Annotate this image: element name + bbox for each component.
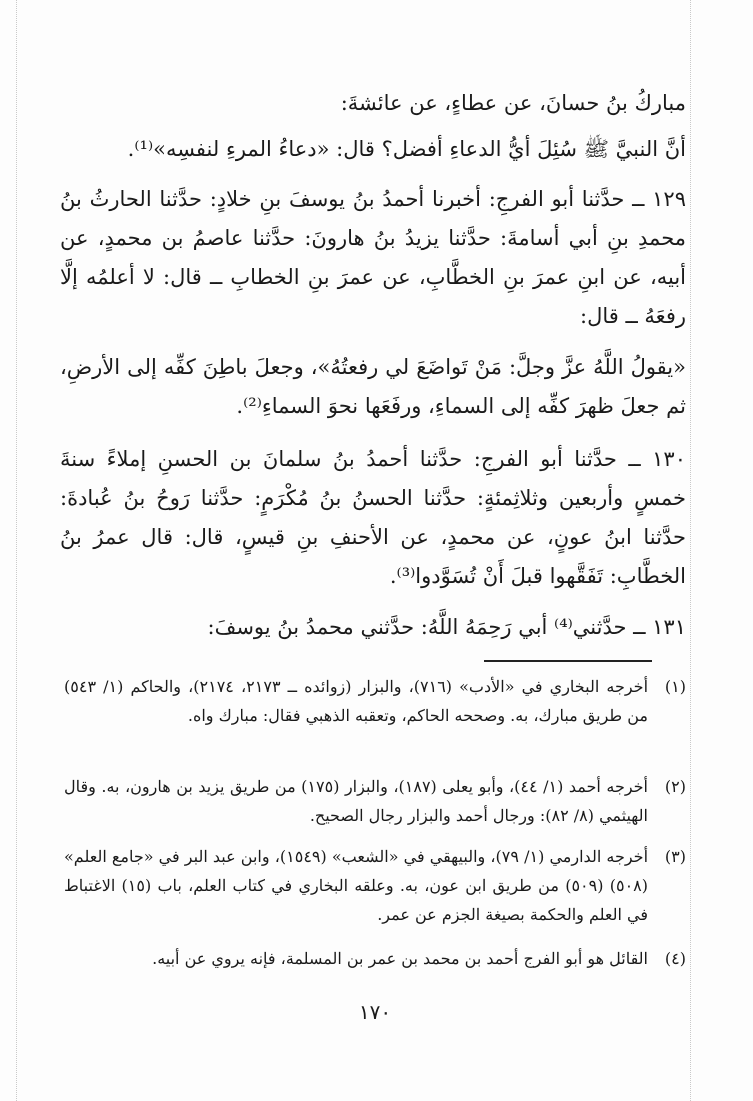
footnote-4 — [64, 944, 686, 973]
paragraph-text: أنَّ النبيَّ ﷺ سُئِلَ أيُّ الدعاءِ أفضل؟ قال: «دعاءُ المرءِ لنفسِه»⁽¹⁾. — [127, 137, 686, 161]
hadith-131 — [60, 608, 686, 647]
paragraph-text: ١٣٠ ــ حدَّثنا أبو الفرجِ: حدَّثنا أحمدُ بنُ سلمانَ بن الحسنِ إملاءً سنةَ خمسٍ وأربعين وثلاثِمئةٍ: حدَّثنا الحسنُ بنُ مُكْرَمٍ: حدَّثنا رَوحُ بنُ عُبادةَ: حدَّثنا ابنُ عونٍ، عن محمدٍ، عن الأحنفِ بنِ قيسٍ، قال: قال عمرُ بنُ الخطَّابِ: تَفَقَّهوا قبلَ أَنْ تُسَوَّدوا⁽³⁾. — [60, 447, 686, 588]
paragraph-text: «يقولُ اللَّهُ عزَّ وجلَّ: مَنْ تَواضَعَ لي رفعتُهُ»، وجعلَ باطِنَ كفِّه إلى الأرضِ، ثم جعلَ ظهرَ كفِّه إلى السماءِ، ورفَعَها نحوَ السماءِ⁽²⁾. — [60, 355, 686, 418]
footnote-number: (٤) — [664, 949, 686, 968]
footnote-text: أخرجه الدارمي (١/ ٧٩)، والبيهقي في «الشعب» (١٥٤٩)، وابن عبد البر في «جامع العلم» (٥٠٨) (٥٠٩) من طريق ابن عون، به. وعلقه البخاري في كتاب العلم، باب (١٥) الاغتباط في العلم والحكمة بصيغة الجزم عن عمر. — [64, 847, 649, 924]
paragraph-text: ١٢٩ ــ حدَّثنا أبو الفرجِ: أخبرنا أحمدُ بنُ يوسفَ بنِ خلادٍ: حدَّثنا الحارثُ بنُ محمدِ بنِ أبي أسامةَ: حدَّثنا يزيدُ بنُ هارونَ: حدَّثنا عاصمُ بن محمدٍ، عن أبيه، عن ابنِ عمرَ بنِ الخطَّابِ، عن عمرَ بنِ الخطابِ ــ قال: لا أعلمُه إلَّا رفعَهُ ــ قال: — [60, 187, 686, 328]
footnote-number: (١) — [664, 677, 686, 696]
hadith-129-text — [60, 348, 686, 426]
main-paragraph-1 — [60, 84, 686, 123]
scan-margin-line-left — [16, 0, 17, 1101]
footnote-text: القائل هو أبو الفرج أحمد بن محمد بن عمر بن المسلمة، فإنه يروي عن أبيه. — [152, 949, 648, 968]
page-number: ١٧٠ — [358, 1000, 392, 1024]
footnote-separator — [484, 660, 652, 662]
footnote-3 — [64, 842, 686, 929]
footnote-1 — [64, 672, 686, 730]
hadith-130 — [60, 440, 686, 596]
footnote-2 — [64, 772, 686, 830]
main-paragraph-2 — [60, 130, 686, 169]
footnote-number: (٣) — [664, 847, 686, 866]
footnote-number: (٢) — [664, 777, 686, 796]
hadith-129 — [60, 180, 686, 336]
paragraph-text: ١٣١ ــ حدَّثني⁽⁴⁾ أبي رَحِمَهُ اللَّهُ: حدَّثني محمدُ بنُ يوسفَ: — [207, 615, 686, 639]
paragraph-text: مباركُ بنُ حسانَ، عن عطاءٍ، عن عائشةَ: — [340, 91, 686, 115]
footnote-text: أخرجه أحمد (١/ ٤٤)، وأبو يعلى (١٨٧)، والبزار (١٧٥) من طريق يزيد بن هارون، به. وقال الهيثمي (٨/ ٨٢): ورجال أحمد والبزار رجال الصحيح. — [64, 777, 648, 825]
scan-margin-line-right — [690, 0, 691, 1101]
footnote-text: أخرجه البخاري في «الأدب» (٧١٦)، والبزار (زوائده ــ ٢١٧٣، ٢١٧٤)، والحاكم (١/ ٥٤٣) من طريق مبارك، به. وصححه الحاكم، وتعقبه الذهبي فقال: مبارك واه. — [64, 677, 649, 725]
